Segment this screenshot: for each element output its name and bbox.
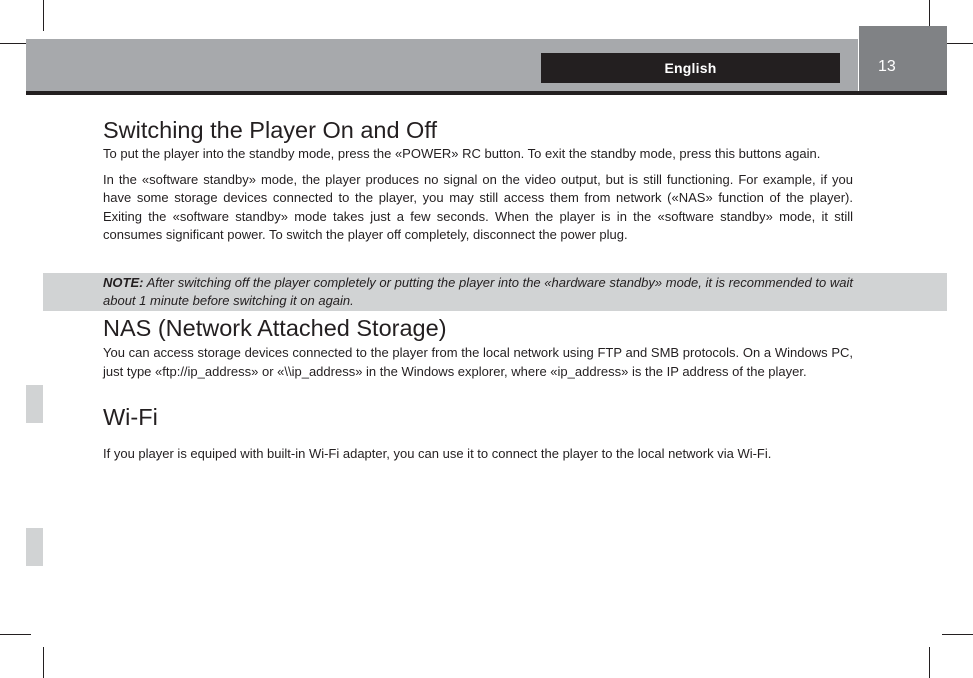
paragraph-wifi: If you player is equiped with built-in Wi-Fi adapter, you can use it to connect the player to the local network via Wi-Fi. [103,446,772,461]
side-marker-lower [26,528,43,566]
section-title-switching: Switching the Player On and Off [103,117,437,143]
side-marker-upper [26,385,43,423]
page-number-tab [859,26,947,91]
note [103,274,853,310]
header-rule [26,91,947,95]
page-number: 13 [878,58,896,75]
paragraph-nas: You can access storage devices connected to the player from the local network using FTP and SMB protocols. On a Windows PC, just type «ftp://ip_address» or «\\ip_address» in the Windows explorer, where «ip_address» is the IP address of the player. [103,345,853,379]
section-switching [103,116,853,245]
crop-mark-bottom-left-horizontal [0,634,31,635]
language-label: English [541,53,840,83]
paragraph-standby: To put the player into the standby mode, press the «POWER» RC button. To exit the standby mode, press this buttons again. [103,146,821,161]
note-text: After switching off the player completely or putting the player into the «hardware standby» mode, it is recommended to wait about 1 minute before switching it on again. [103,275,853,308]
section-title-nas: NAS (Network Attached Storage) [103,315,447,341]
section-wifi [103,403,853,464]
crop-mark-bottom-left-vertical [43,647,44,678]
section-nas [103,314,853,381]
section-title-wifi: Wi-Fi [103,404,158,430]
crop-mark-bottom-right-vertical [929,647,930,678]
note-label: NOTE: [103,275,144,290]
crop-mark-top-left-vertical [43,0,44,31]
paragraph-software-standby: In the «software standby» mode, the player produces no signal on the video output, but is still functioning. For example, if you have some storage devices connected to the player, you may still access them from network («NAS» function of the player). Exiting the «software standby» mode takes just a few seconds. When the player is in the «software standby» mode, it still consumes significant power. To switch the player off completely, disconnect the power plug. [103,171,853,243]
crop-mark-bottom-right-horizontal [942,634,973,635]
